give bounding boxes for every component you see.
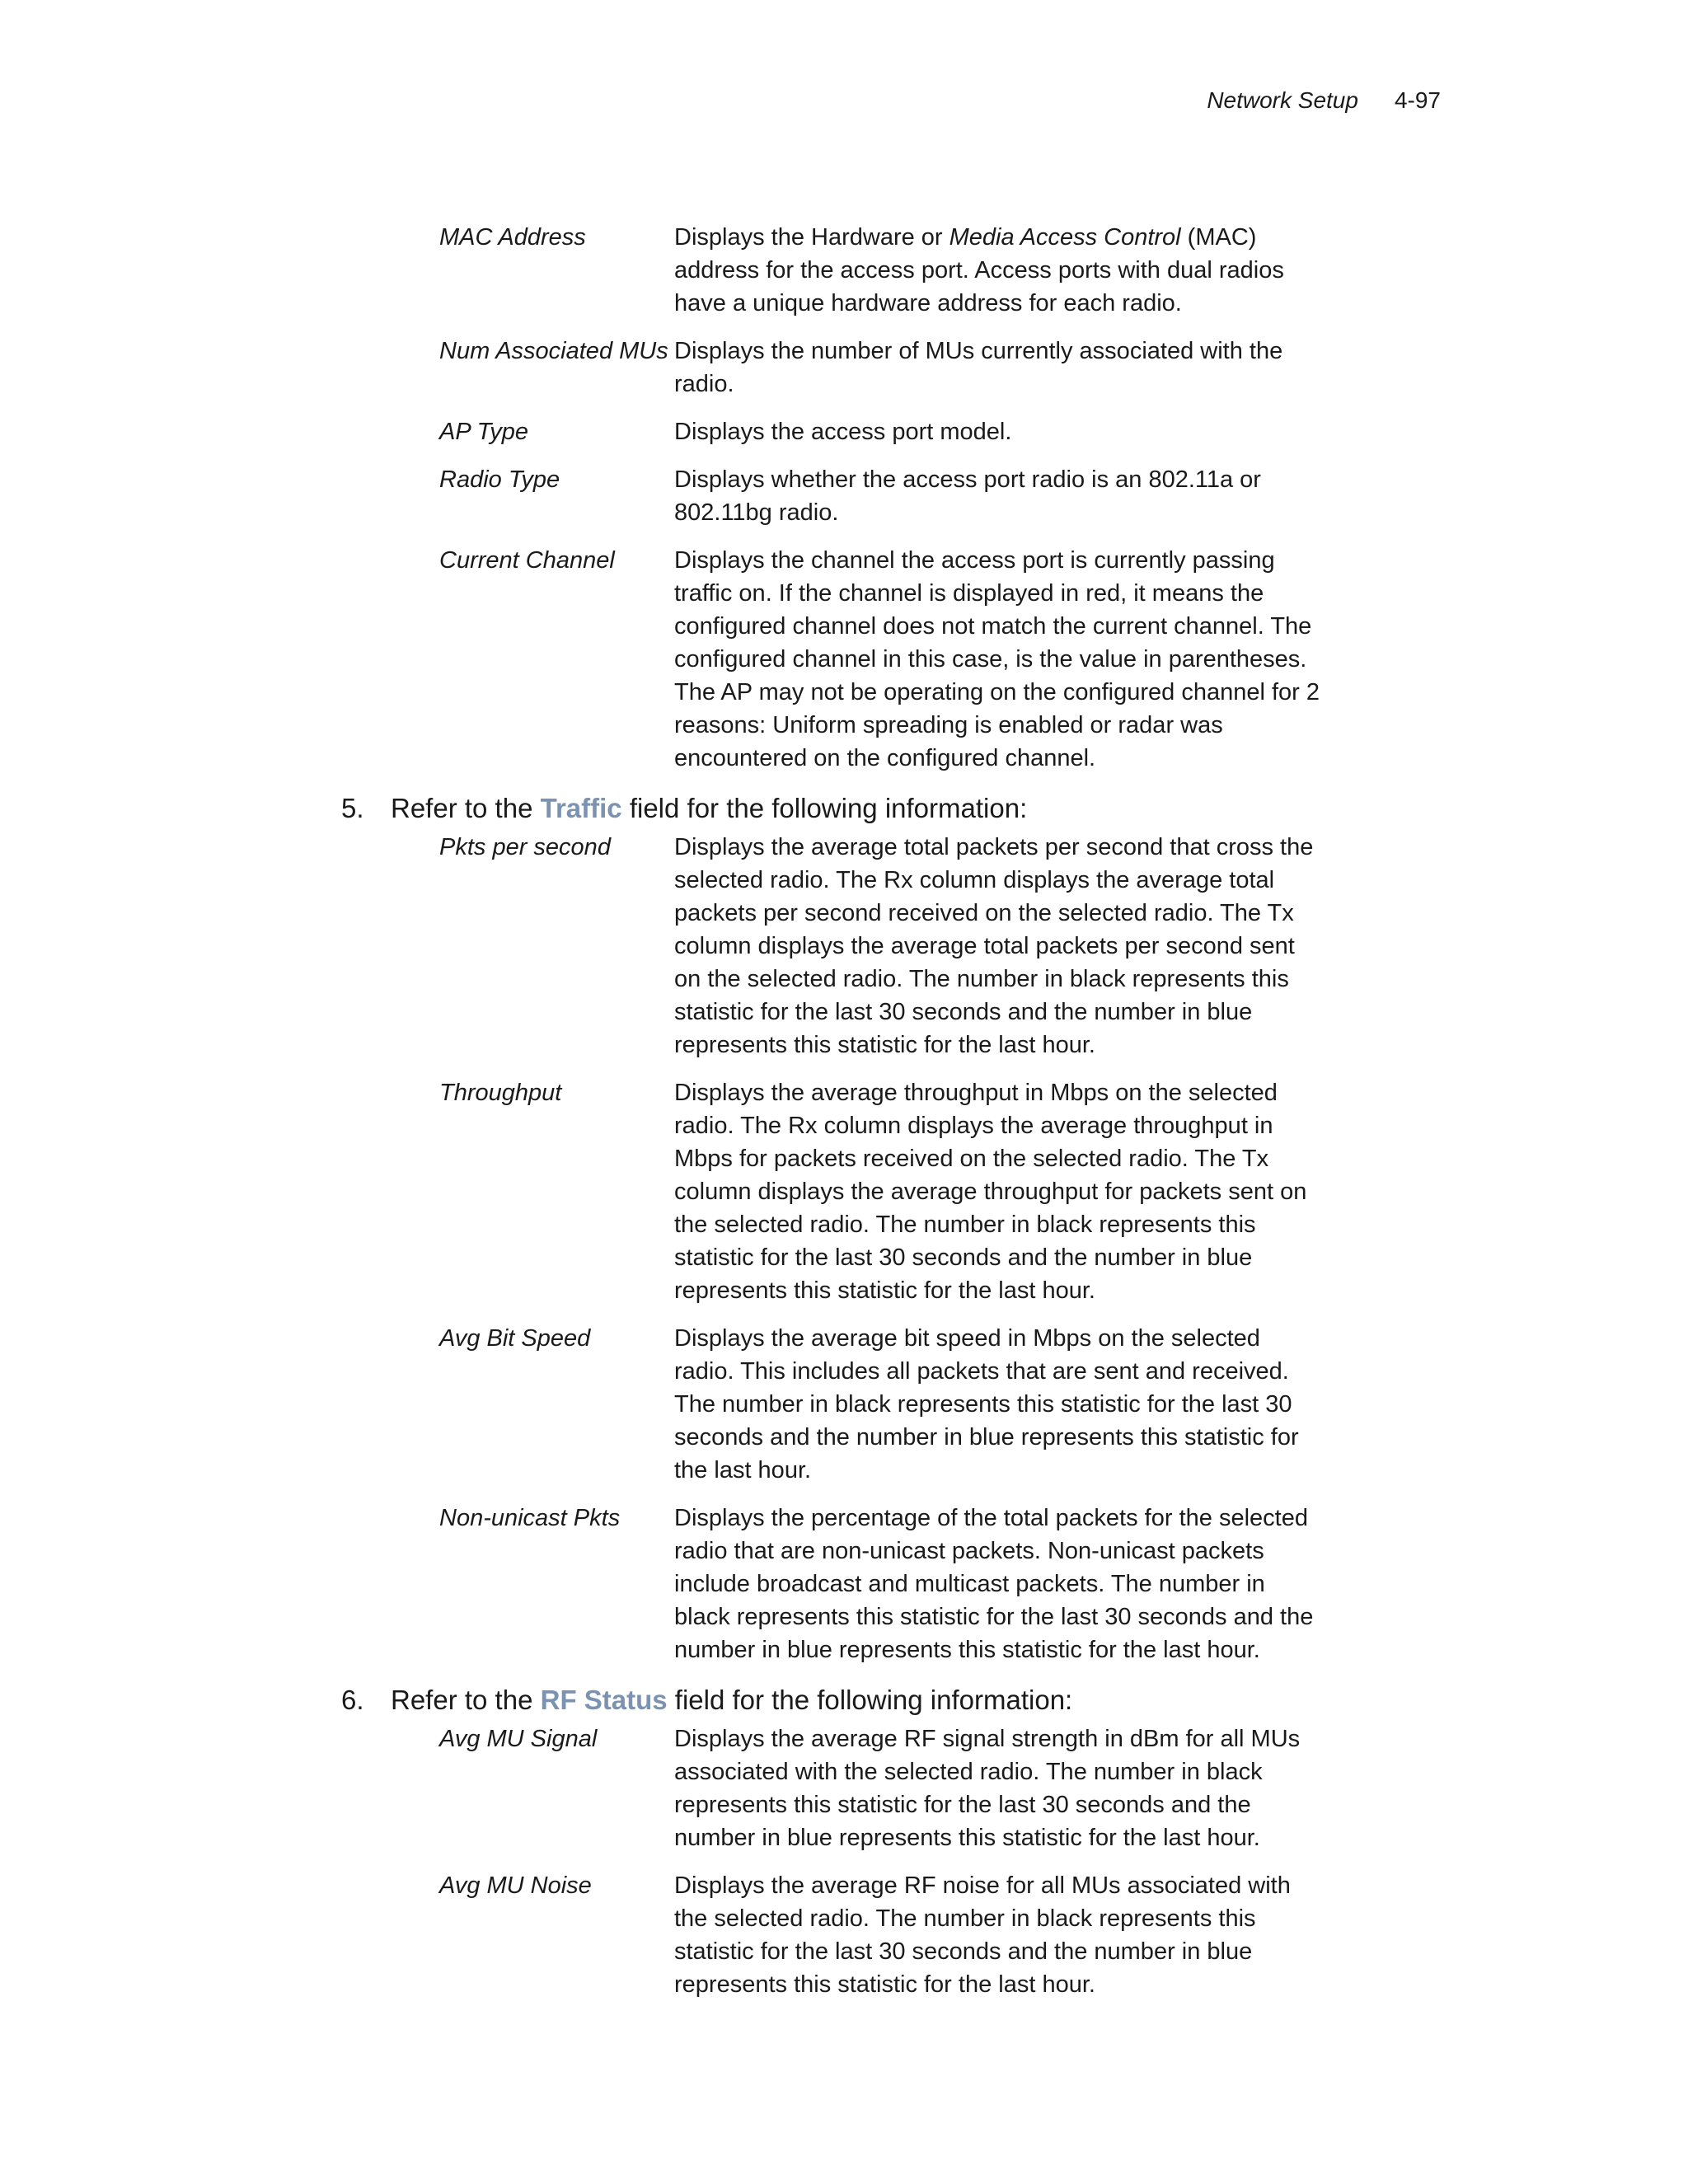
definition-term: Radio Type [439, 466, 560, 493]
definition-row [439, 335, 1321, 401]
step-number: 5. [341, 793, 364, 823]
definition-list-traffic [439, 831, 1321, 1666]
description-italic-text: Media Access Control [949, 224, 1181, 251]
definition-description: Displays the average RF signal strength in dBm for all MUs associated with the selected radio. The number in black represents this statistic for the last 30 seconds and the number in blue represents this statistic for the last hour. [674, 1726, 1301, 1851]
page-content [0, 221, 1688, 2016]
step-text [391, 1681, 1072, 1719]
definition-row [439, 544, 1321, 775]
definition-description: Displays the average throughput in Mbps on the selected radio. The Rx column displays the average throughput in Mbps for packets received on the selected radio. The Tx column displays the average throughput for packets sent on the selected radio. The number in black represents this statistic for the last 30 seconds and the number in blue represents this statistic for the last hour. [674, 1080, 1307, 1304]
definition-term: AP Type [439, 419, 528, 445]
step-traffic [341, 790, 1688, 827]
definition-term: Avg MU Noise [439, 1872, 592, 1899]
definition-list-radio-info [439, 221, 1321, 775]
header-page-number: 4-97 [1394, 87, 1441, 113]
definition-term: Pkts per second [439, 834, 611, 860]
definition-term: Num Associated MUs [439, 338, 668, 364]
definition-term: MAC Address [439, 224, 586, 251]
step-prefix: Refer to the [391, 1685, 541, 1715]
definition-row [439, 463, 1321, 529]
definition-list-rf-status [439, 1722, 1321, 2001]
definition-row [439, 831, 1321, 1062]
running-header [1207, 87, 1441, 114]
definition-term: Non-unicast Pkts [439, 1505, 621, 1531]
step-prefix: Refer to the [391, 793, 541, 823]
definition-description: Displays the average total packets per second that cross the selected radio. The Rx column displays the average total packets per second received on the selected radio. The Tx column displays the average total packets per second sent on the selected radio. The number in black represents this statistic for the last 30 seconds and the number in blue represents this statistic for the last hour. [674, 834, 1314, 1058]
definition-description: Displays the average RF noise for all MUs associated with the selected radio. The number in black represents this statistic for the last 30 seconds and the number in blue represents this statistic for the last hour. [674, 1872, 1291, 1998]
definition-row [439, 1722, 1321, 1854]
definition-row [439, 1076, 1321, 1307]
definition-description [674, 221, 1321, 320]
step-rf-status [341, 1681, 1688, 1719]
definition-description: Displays the average bit speed in Mbps on the selected radio. This includes all packets that are sent and received. The number in black represents this statistic for the last 30 seconds and the number in blue represents this statistic for the last hour. [674, 1325, 1299, 1483]
field-name-traffic: Traffic [540, 793, 622, 823]
definition-description: Displays the channel the access port is currently passing traffic on. If the channel is displayed in red, it means the configured channel does not match the current channel. The configured channel in this case, is the value in parentheses. The AP may not be operating on the configured channel for 2 reasons: Uniform spreading is enabled or radar was encountered on the configured channel. [674, 547, 1320, 771]
definition-row [439, 1322, 1321, 1487]
step-number: 6. [341, 1685, 364, 1715]
definition-term: Throughput [439, 1080, 562, 1106]
field-name-rf-status: RF Status [540, 1685, 668, 1715]
step-text [391, 790, 1027, 827]
definition-description: Displays the percentage of the total packets for the selected radio that are non-unicast packets. Non-unicast packets include broadcast and multicast packets. The number in black represents this statistic for the last 30 seconds and the number in blue represents this statistic for the last hour. [674, 1505, 1314, 1663]
definition-row [439, 221, 1321, 320]
header-section-title: Network Setup [1207, 87, 1358, 113]
step-suffix: field for the following information: [667, 1685, 1073, 1715]
definition-term: Avg MU Signal [439, 1726, 598, 1752]
definition-term: Avg Bit Speed [439, 1325, 591, 1352]
definition-description: Displays the access port model. [674, 419, 1012, 445]
definition-description: Displays whether the access port radio is an 802.11a or 802.11bg radio. [674, 466, 1261, 526]
step-suffix: field for the following information: [621, 793, 1028, 823]
definition-row [439, 1869, 1321, 2001]
description-text: Displays the Hardware or [674, 224, 950, 251]
definition-term: Current Channel [439, 547, 615, 574]
definition-row [439, 1502, 1321, 1666]
description-text: (MAC) address for the access port. Access ports with dual radios have a unique hardware address for each radio. [674, 224, 1284, 316]
definition-row [439, 415, 1321, 448]
definition-description: Displays the number of MUs currently associated with the radio. [674, 338, 1283, 397]
